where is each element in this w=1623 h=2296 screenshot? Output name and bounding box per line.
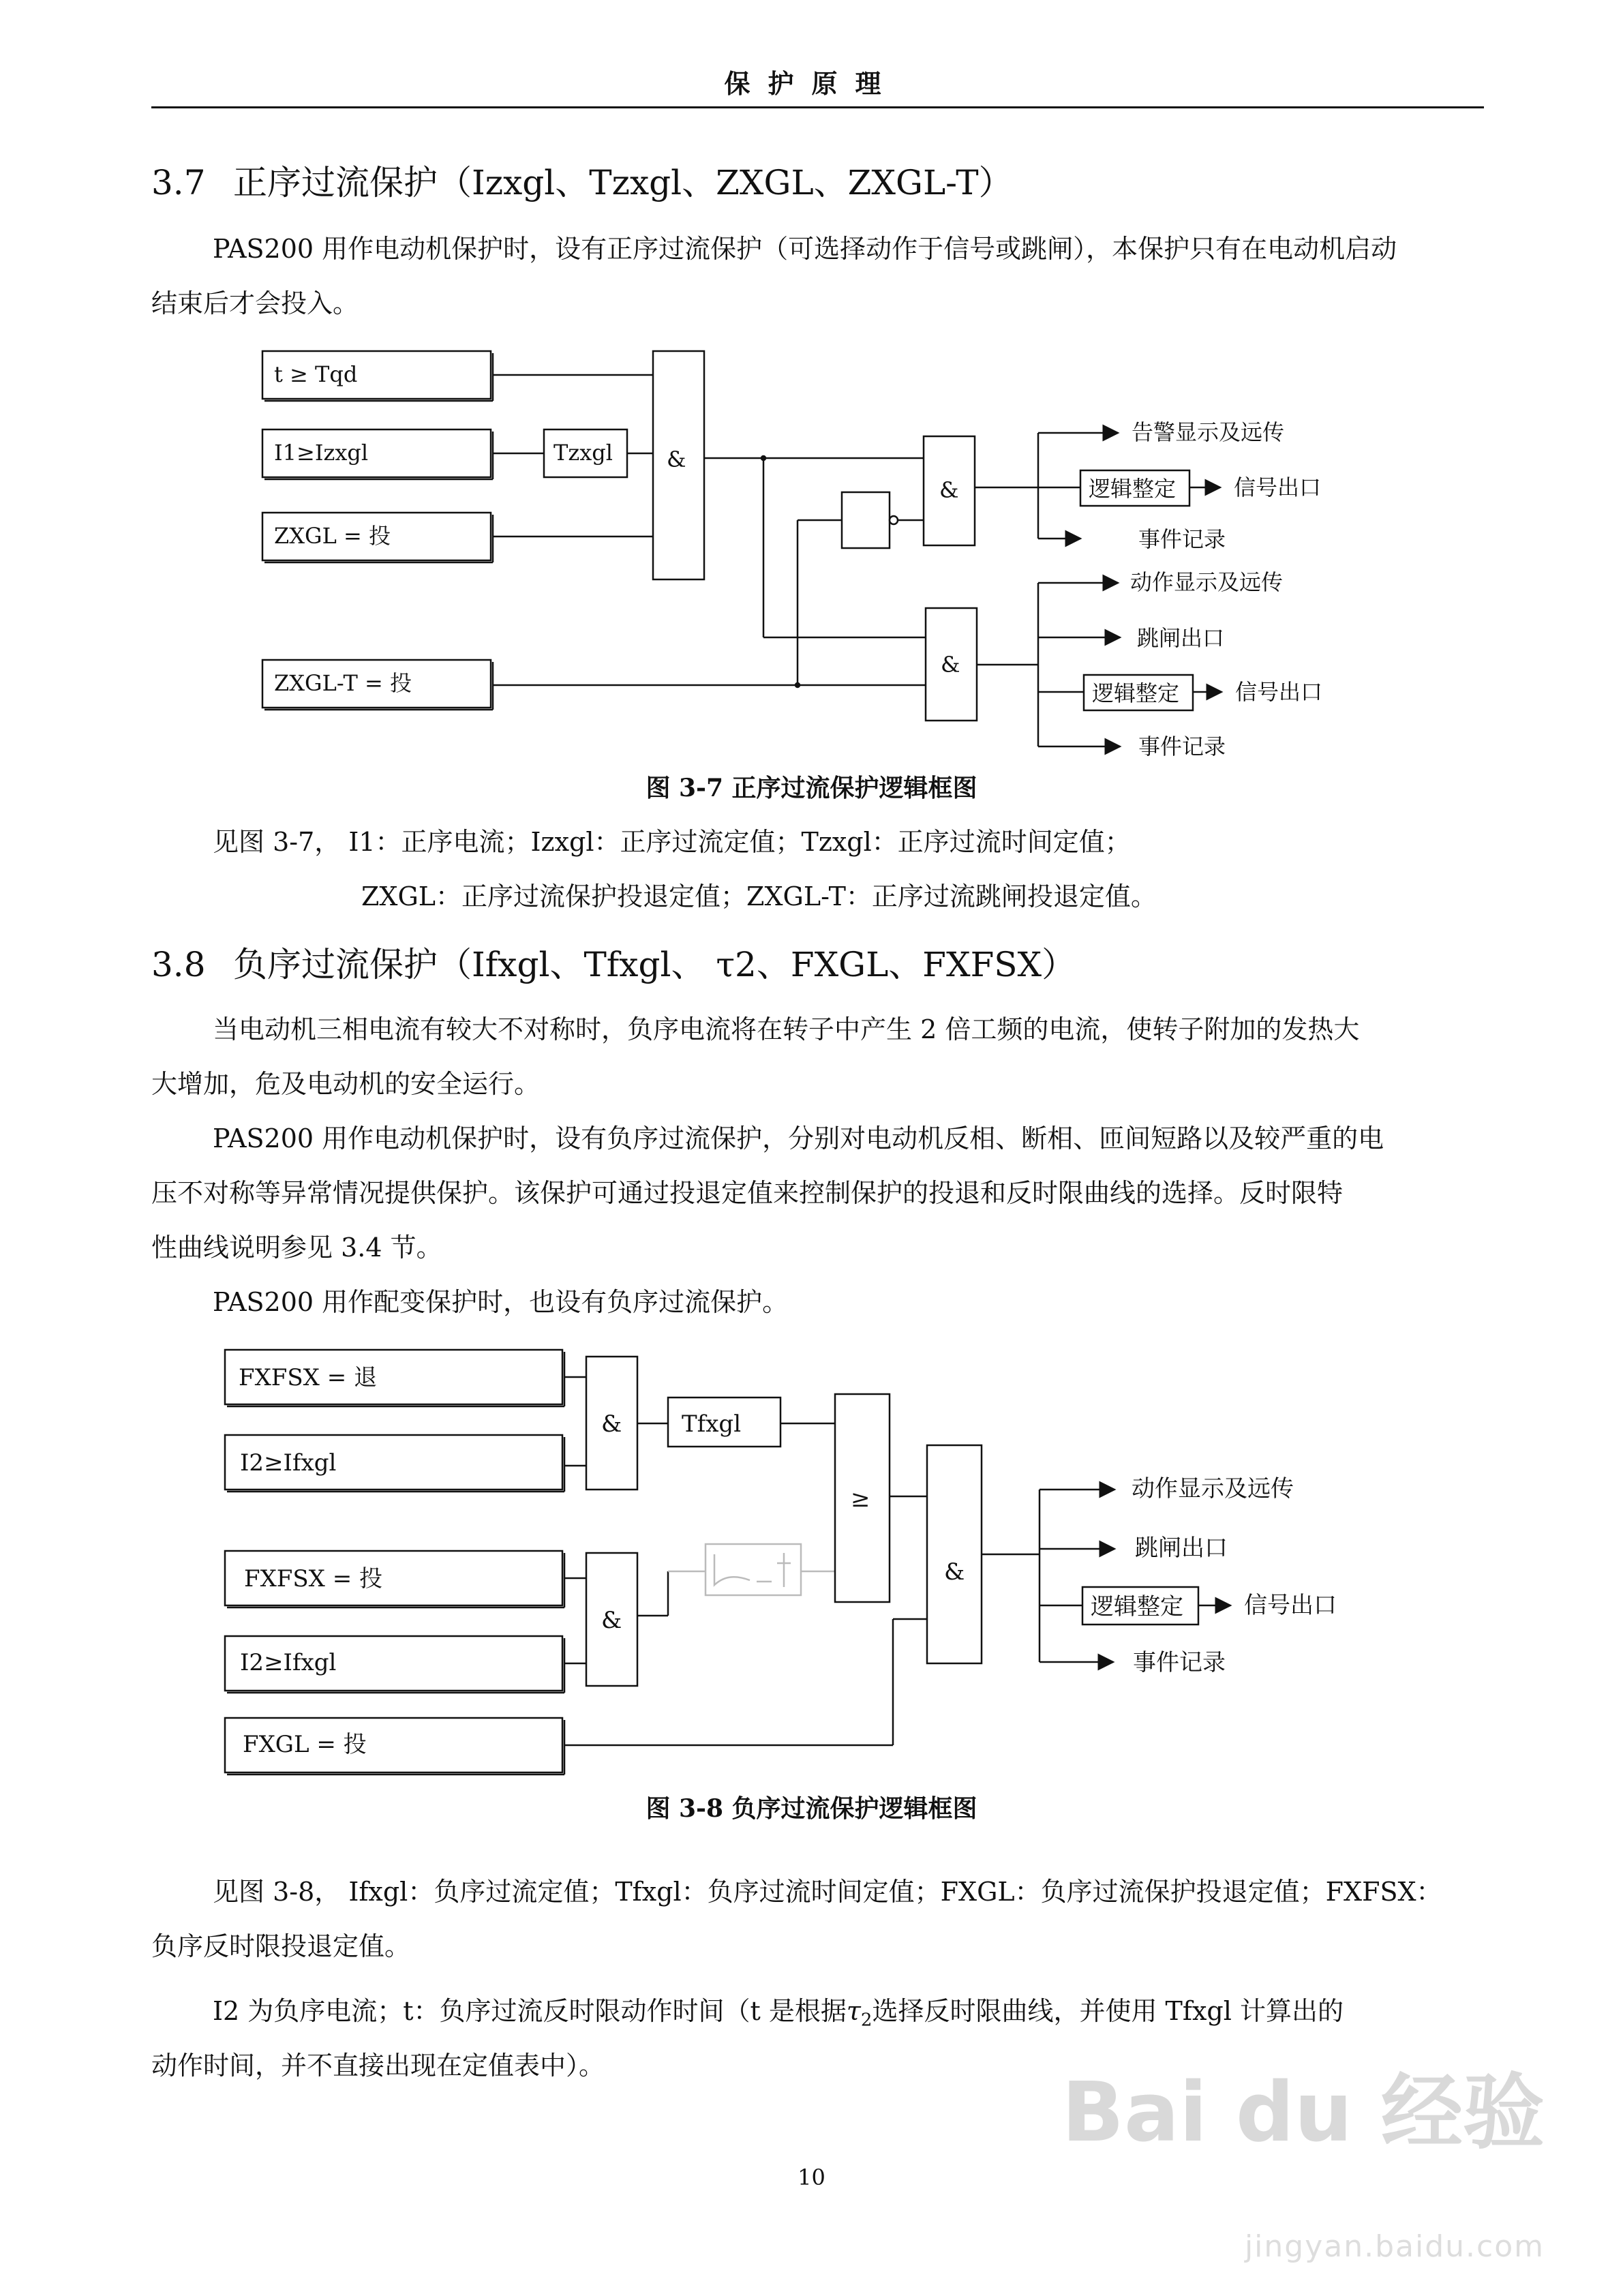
output-label: 事件记录	[1138, 526, 1226, 552]
logic-diagram-3-7	[245, 341, 1404, 777]
section-title: 正序过流保护（Izxgl、Tzxgl、ZXGL、ZXGL-T）	[233, 163, 1013, 202]
and-gate-label: &	[941, 652, 960, 678]
figure-caption: 图 3-7 正序过流保护逻辑框图	[646, 774, 977, 802]
tau-symbol: τ	[846, 1996, 861, 2026]
figure-caption: 图 3-8 负序过流保护逻辑框图	[646, 1794, 977, 1823]
input-label-i2: I2≥Ifxgl	[240, 1449, 337, 1477]
output-label: 信号出口	[1235, 679, 1323, 705]
input-label-zxglt: ZXGL-T = 投	[274, 670, 412, 696]
baidu-watermark-url: jingyan.baidu.com	[1244, 2229, 1545, 2264]
input-label-i2: I2≥Ifxgl	[240, 1649, 337, 1676]
note-text: 选择反时限曲线，并使用 Tfxgl 计算出的	[872, 1996, 1344, 2026]
input-label-zxgl: ZXGL = 投	[274, 523, 391, 549]
figure-note-line: 见图 3-7， I1：正序电流；Izxgl：正序过流定值；Tzxgl：正序过流时间定值；	[213, 827, 1131, 857]
header-rule	[151, 106, 1484, 108]
output-label: 信号出口	[1244, 1592, 1337, 1619]
page-number: 10	[798, 2164, 825, 2190]
paragraph-line: PAS200 用作配变保护时，也设有负序过流保护。	[213, 1287, 789, 1317]
input-label-fxgl: FXGL = 投	[243, 1731, 367, 1758]
input-label-fxfsx-off: FXFSX = 退	[239, 1364, 377, 1391]
output-label: 事件记录	[1138, 734, 1226, 759]
paragraph-line: 性曲线说明参见 3.4 节。	[151, 1233, 442, 1263]
logic-setting-label: 逻辑整定	[1092, 680, 1180, 706]
section-title: 负序过流保护（Ifxgl、Tfxgl、 τ2、FXGL、FXFSX）	[233, 945, 1076, 984]
and-gate-label: &	[667, 447, 686, 472]
output-label: 跳闸出口	[1135, 1535, 1228, 1562]
and-gate-label: &	[939, 477, 959, 503]
paragraph-line: 压不对称等异常情况提供保护。该保护可通过投退定值来控制保护的投退和反时限曲线的选择。反时限特	[151, 1178, 1344, 1208]
output-label: 动作显示及远传	[1130, 569, 1284, 595]
output-label: 告警显示及远传	[1132, 419, 1285, 445]
page-header-title: 保护原理	[724, 68, 899, 99]
logic-setting-label: 逻辑整定	[1091, 1593, 1183, 1620]
output-label: 事件记录	[1133, 1649, 1226, 1676]
section-3-8-heading	[151, 937, 1076, 986]
timer-label: Tfxgl	[682, 1410, 742, 1438]
paragraph-line: 大增加，危及电动机的安全运行。	[151, 1069, 541, 1099]
logic-diagram-3-8	[211, 1336, 1404, 1786]
paragraph-line: PAS200 用作电动机保护时，设有正序过流保护（可选择动作于信号或跳闸），本保护只有在电动机启动	[213, 234, 1397, 264]
logic-setting-label: 逻辑整定	[1089, 476, 1177, 502]
figure-note-line: ZXGL：正序过流保护投退定值；ZXGL-T：正序过流跳闸投退定值。	[361, 881, 1157, 911]
input-label-fxfsx-on: FXFSX = 投	[244, 1565, 382, 1592]
figure-note-line: 负序反时限投退定值。	[151, 1931, 411, 1961]
and-gate-label: &	[601, 1607, 622, 1634]
paragraph-line: PAS200 用作电动机保护时，设有负序过流保护，分别对电动机反相、断相、匝间短路以及较严重的电	[213, 1123, 1384, 1153]
paragraph-line: 当电动机三相电流有较大不对称时，负序电流将在转子中产生 2 倍工频的电流，使转子附加的发热大	[213, 1014, 1360, 1044]
output-label: 动作显示及远传	[1132, 1475, 1294, 1502]
figure-note-line: 见图 3-8， Ifxgl：负序过流定值；Tfxgl：负序过流时间定值；FXGL：负序过流保护投退定值；FXFSX：	[213, 1877, 1442, 1907]
and-gate-label: &	[944, 1558, 965, 1586]
or-gate-label: ≥	[851, 1485, 870, 1513]
note-text: I2 为负序电流；t：负序过流反时限动作时间（t 是根据	[213, 1996, 847, 2026]
section-3-7-heading	[151, 155, 1013, 205]
paragraph-line: 结束后才会投入。	[151, 288, 359, 318]
timer-label: Tzxgl	[553, 440, 613, 466]
section-number: 3.8	[151, 945, 206, 984]
input-label-t: t ≥ Tqd	[274, 361, 358, 387]
output-label: 跳闸出口	[1137, 625, 1225, 651]
output-label: 信号出口	[1234, 474, 1322, 500]
figure-note-line: 动作时间，并不直接出现在定值表中）。	[151, 2051, 605, 2081]
baidu-watermark-logo: Bai du 经验	[1061, 2066, 1545, 2160]
tau-subscript: 2	[860, 2010, 873, 2031]
and-gate-label: &	[601, 1410, 622, 1438]
input-label-i1: I1≥Izxgl	[274, 440, 369, 466]
section-number: 3.7	[151, 163, 206, 202]
